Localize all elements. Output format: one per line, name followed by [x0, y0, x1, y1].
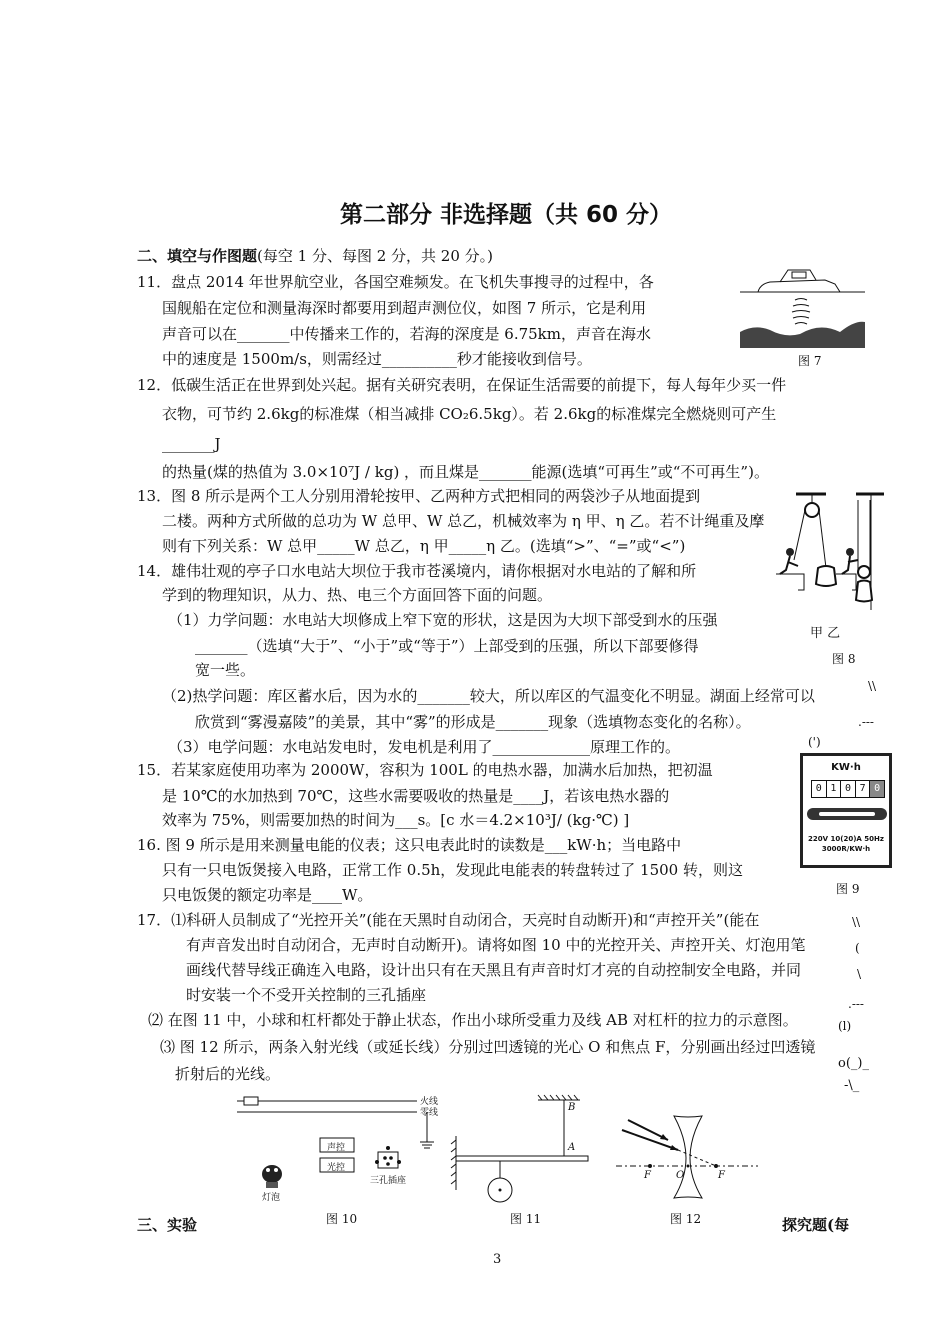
- section-3-heading-tail: [782, 1215, 849, 1235]
- meter-digits: [811, 780, 885, 798]
- meter-digit: 0: [870, 781, 884, 797]
- q14-line: 学到的物理知识，从力、热、电三个方面回答下面的问题。: [162, 586, 553, 604]
- q12-line: 12．低碳生活正在世界到处兴起。据有关研究表明，在保证生活需要的前提下，每人每年少买一件: [137, 376, 787, 394]
- section-3-tail-text: 探究题(每: [782, 1216, 850, 1234]
- margin-artifact: .---: [858, 715, 874, 729]
- figure-10-caption: 图 10: [326, 1212, 358, 1226]
- q13-line: 二楼。两种方式所做的总功为 W 总甲、W 总乙，机械效率为 η 甲、η 乙。若不计绳重及摩: [162, 512, 765, 530]
- margin-artifact: o(_)_: [838, 1056, 869, 1071]
- q15-line: 效率为 75%，则需要加热的时间为___s。[c 水＝4.2×10³J/ (kg·℃) ]: [162, 811, 630, 829]
- margin-artifact: ('): [808, 735, 821, 749]
- q17-line: 17．⑴科研人员制成了“光控开关”(能在天黑时自动闭合，天亮时自动断开)和“声控开关”(能在: [137, 911, 760, 929]
- fig11-point-B: B: [568, 1102, 576, 1113]
- q14-line: 14．雄伟壮观的亭子口水电站大坝位于我市苍溪境内，请你根据对水电站的了解和所: [137, 562, 697, 580]
- section-2-note: (每空 1 分、每图 2 分，共 20 分。): [257, 247, 494, 265]
- q11-line: 11．盘点 2014 年世界航空业，各国空难频发。在飞机失事搜寻的过程中，各: [137, 273, 654, 291]
- meter-digit: 0: [812, 781, 827, 797]
- fig10-bulb-label: 灯泡: [262, 1193, 281, 1203]
- q12-line: 的热量(煤的热值为 3.0×10⁷J / kg) ，而且煤是_______能源(选填“可再生”或“不可再生”)。: [162, 463, 769, 481]
- q17-line: 时安装一个不受开关控制的三孔插座: [186, 986, 427, 1004]
- figure-9-energy-meter: [800, 753, 892, 868]
- meter-spec: [803, 834, 889, 854]
- q11-line: 中的速度是 1500m/s，则需经过__________秒才能接收到信号。: [162, 350, 592, 368]
- figure-11-lever: [448, 1092, 598, 1210]
- q17-line: ⑵ 在图 11 中，小球和杠杆都处于静止状态，作出小球所受重力及线 AB 对杠杆的拉力的示意图。: [148, 1011, 798, 1029]
- q11-line: 国舰船在定位和测量海深时都要用到超声测位仪，如图 7 所示，它是利用: [162, 299, 647, 317]
- figure-8-caption: 图 8: [832, 652, 856, 666]
- margin-artifact: \: [857, 967, 862, 981]
- q14-line: 欣赏到“雾漫嘉陵”的美景，其中“雾”的形成是_______现象（选填物态变化的名称）。: [195, 713, 751, 731]
- q14-line: 宽一些。: [195, 661, 256, 679]
- fig10-live-label: 火线: [420, 1097, 439, 1107]
- q16-line: 只电饭煲的额定功率是____W。: [162, 886, 373, 904]
- section-3-heading: 三、实验: [137, 1216, 198, 1234]
- meter-spec-rating: 220V 10(20)A 50Hz: [808, 835, 884, 843]
- q13-line: 13．图 8 所示是两个工人分别用滑轮按甲、乙两种方式把相同的两袋沙子从地面提到: [137, 487, 701, 505]
- figure-9-caption: 图 9: [836, 882, 860, 896]
- fig12-focus-left: F: [644, 1170, 651, 1181]
- q16-line: 16. 图 9 所示是用来测量电能的仪表；这只电表此时的读数是___kW·h；当电路中: [137, 836, 682, 854]
- margin-artifact: -\_: [844, 1078, 860, 1093]
- meter-spec-constant: 3000R/KW·h: [821, 845, 871, 853]
- fig10-neutral-label: 零线: [420, 1108, 439, 1118]
- fig11-point-A: A: [568, 1142, 576, 1153]
- q17-line: ⑶ 图 12 所示，两条入射光线（或延长线）分别过凹透镜的光心 O 和焦点 F，分别画出经过凹透镜: [160, 1038, 816, 1056]
- section-heading: [137, 246, 493, 266]
- q11-line: 声音可以在_______中传播来工作的，若海的深度是 6.75km，声音在海水: [162, 325, 651, 343]
- margin-artifact: (l): [838, 1019, 852, 1033]
- figure-11-caption: 图 11: [510, 1212, 542, 1226]
- figure-7-sonar-ship: [740, 262, 865, 348]
- fig12-optical-center: O: [676, 1170, 685, 1181]
- page-number: 3: [493, 1252, 502, 1267]
- fig10-light-switch: 光控: [327, 1163, 346, 1173]
- meter-digit: 1: [827, 781, 842, 797]
- meter-digit: 0: [841, 781, 856, 797]
- q12-line: _______J: [162, 435, 221, 453]
- figure-8-labels: 甲 乙: [810, 626, 841, 641]
- part-title: 第二部分 非选择题（共 60 分）: [340, 202, 673, 228]
- margin-artifact: (: [855, 941, 860, 955]
- margin-artifact: \\: [852, 915, 861, 929]
- q17-line: 有声音发出时自动闭合，无声时自动断开)。请将如图 10 中的光控开关、声控开关、灯泡用笔: [186, 936, 806, 954]
- figure-12-caption: 图 12: [670, 1212, 702, 1226]
- q15-line: 是 10℃的水加热到 70℃，这些水需要吸收的热量是____J，若该电热水器的: [162, 787, 670, 805]
- margin-artifact: .---: [848, 997, 864, 1011]
- q13-line: 则有下列关系：W 总甲_____W 总乙，η 甲_____η 乙。(选填“>”、“=”或“<”): [162, 537, 686, 555]
- meter-unit: KW·h: [831, 762, 861, 773]
- q14-line: （1）力学问题：水电站大坝修成上窄下宽的形状，这是因为大坝下部受到水的压强: [168, 611, 718, 629]
- fig10-socket-label: 三孔插座: [370, 1176, 407, 1186]
- q14-line: （2)热学问题：库区蓄水后，因为水的_______较大，所以库区的气温变化不明显。湖面上经常可以: [162, 687, 815, 705]
- q17-line: 画线代替导线正确连入电路，设计出只有在天黑且有声音时灯才亮的自动控制安全电路，并同: [186, 961, 802, 979]
- figure-8-pulleys: [776, 490, 886, 620]
- section-2-label: 二、填空与作图题: [137, 247, 258, 265]
- meter-digit: 7: [856, 781, 871, 797]
- fig12-focus-right: F: [718, 1170, 725, 1181]
- q14-line: （3）电学问题：水电站发电时，发电机是利用了_____________原理工作的。: [168, 738, 681, 756]
- q12-line: 衣物，可节约 2.6kg的标准煤（相当减排 CO₂6.5kg）。若 2.6kg的标准煤完全燃烧则可产生: [162, 405, 777, 423]
- margin-artifact: \\: [868, 679, 877, 693]
- q17-line: 折射后的光线。: [175, 1065, 281, 1083]
- fig10-sound-switch: 声控: [327, 1143, 346, 1153]
- q16-line: 只有一只电饭煲接入电路，正常工作 0.5h，发现此电能表的转盘转过了 1500 转，则这: [162, 861, 743, 879]
- figure-12-concave-lens: [612, 1108, 762, 1200]
- q14-line: _______（选填“大于”、“小于”或“等于”）上部受到的压强，所以下部要修得: [195, 637, 699, 655]
- meter-disk: [807, 808, 887, 820]
- q15-line: 15．若某家庭使用功率为 2000W，容积为 100L 的电热水器，加满水后加热，把初温: [137, 761, 713, 779]
- figure-7-caption: 图 7: [798, 354, 822, 368]
